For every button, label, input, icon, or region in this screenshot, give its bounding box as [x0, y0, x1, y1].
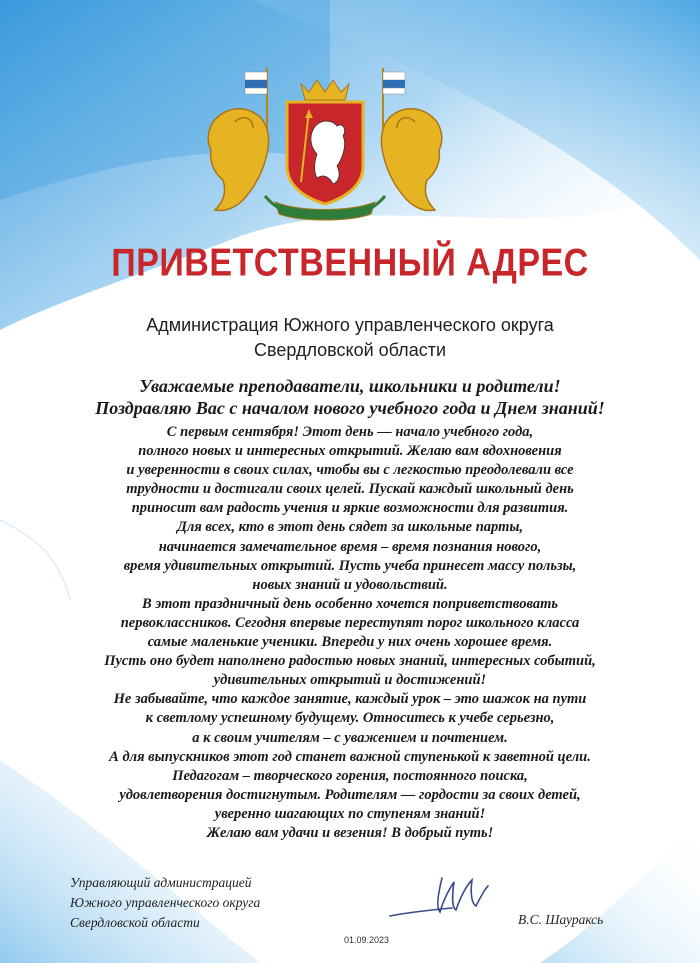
- body-line: полного новых и интересных открытий. Желаю вам вдохновения: [138, 443, 562, 460]
- body-line: Желаю вам удачи и везения! В добрый путь!: [206, 824, 494, 841]
- body-line: и уверенности в своих силах, чтобы вы с легкостью преодолевали все: [126, 462, 574, 479]
- coat-of-arms-icon: [205, 62, 445, 222]
- body-line: Педагогам – творческого горения, постоянного поиска,: [172, 767, 528, 784]
- signatory-position-line: Южного управленческого округа: [70, 895, 261, 910]
- body-line: удовлетворения достигнутым. Родителям — гордости за своих детей,: [119, 786, 581, 803]
- greeting-salutation: Уважаемые преподаватели, школьники и родители!: [139, 376, 561, 396]
- body-line: время удивительных открытий. Пусть учеба принесет массу пользы,: [123, 557, 577, 574]
- letter-body: [20, 423, 680, 843]
- body-line: А для выпускников этот год станет важной ступенькой к заветной цели.: [109, 748, 591, 765]
- body-line: первоклассников. Сегодня впервые переступят порог школьного класса: [120, 614, 580, 631]
- body-line: начинается замечательное время – время познания нового,: [158, 538, 542, 555]
- signatory-position-line: Управляющий администрацией: [70, 875, 252, 890]
- body-line: удивительных открытий и достижений!: [213, 672, 487, 689]
- body-line: Не забывайте, что каждое занятие, каждый урок – это шажок на пути: [113, 691, 587, 708]
- organization-region: Свердловской области: [253, 340, 446, 360]
- body-line: С первым сентября! Этот день — начало учебного года,: [166, 424, 534, 440]
- body-line: уверенно шагающих по ступеням знаний!: [214, 805, 486, 822]
- body-line: трудности и достигали своих целей. Пускай каждый школьный день: [126, 481, 574, 498]
- body-line: к светлому успешному будущему. Относитесь к учебе серьезно,: [145, 710, 555, 727]
- document-date: 01.09.2023: [344, 935, 390, 945]
- greeting-congratulation: Поздравляю Вас с началом нового учебного года и Днем знаний!: [95, 398, 605, 418]
- handwritten-signature: [380, 868, 500, 928]
- document-title: ПРИВЕТСТВЕННЫЙ АДРЕС: [111, 241, 589, 285]
- organization-name: Администрация Южного управленческого округа: [146, 315, 554, 335]
- signatory-name: В.С. Шаураксь: [518, 912, 604, 927]
- body-line: Пусть оно будет наполнено радостью новых знаний, интересных событий,: [104, 653, 596, 670]
- body-line: новых знаний и удовольствий.: [252, 576, 448, 593]
- body-line: а к своим учителям – с уважением и почтением.: [192, 729, 508, 746]
- body-line: приносит вам радость учения и яркие возможности для развития.: [131, 500, 569, 517]
- signatory-position-line: Свердловской области: [70, 915, 200, 930]
- signatory-position: [70, 873, 260, 933]
- body-line: самые маленькие ученики. Впереди у них очень хорошее время.: [147, 634, 553, 651]
- body-line: Для всех, кто в этот день сядет за школьные парты,: [176, 519, 524, 536]
- body-line: В этот праздничный день особенно хочется поприветствовать: [142, 595, 558, 612]
